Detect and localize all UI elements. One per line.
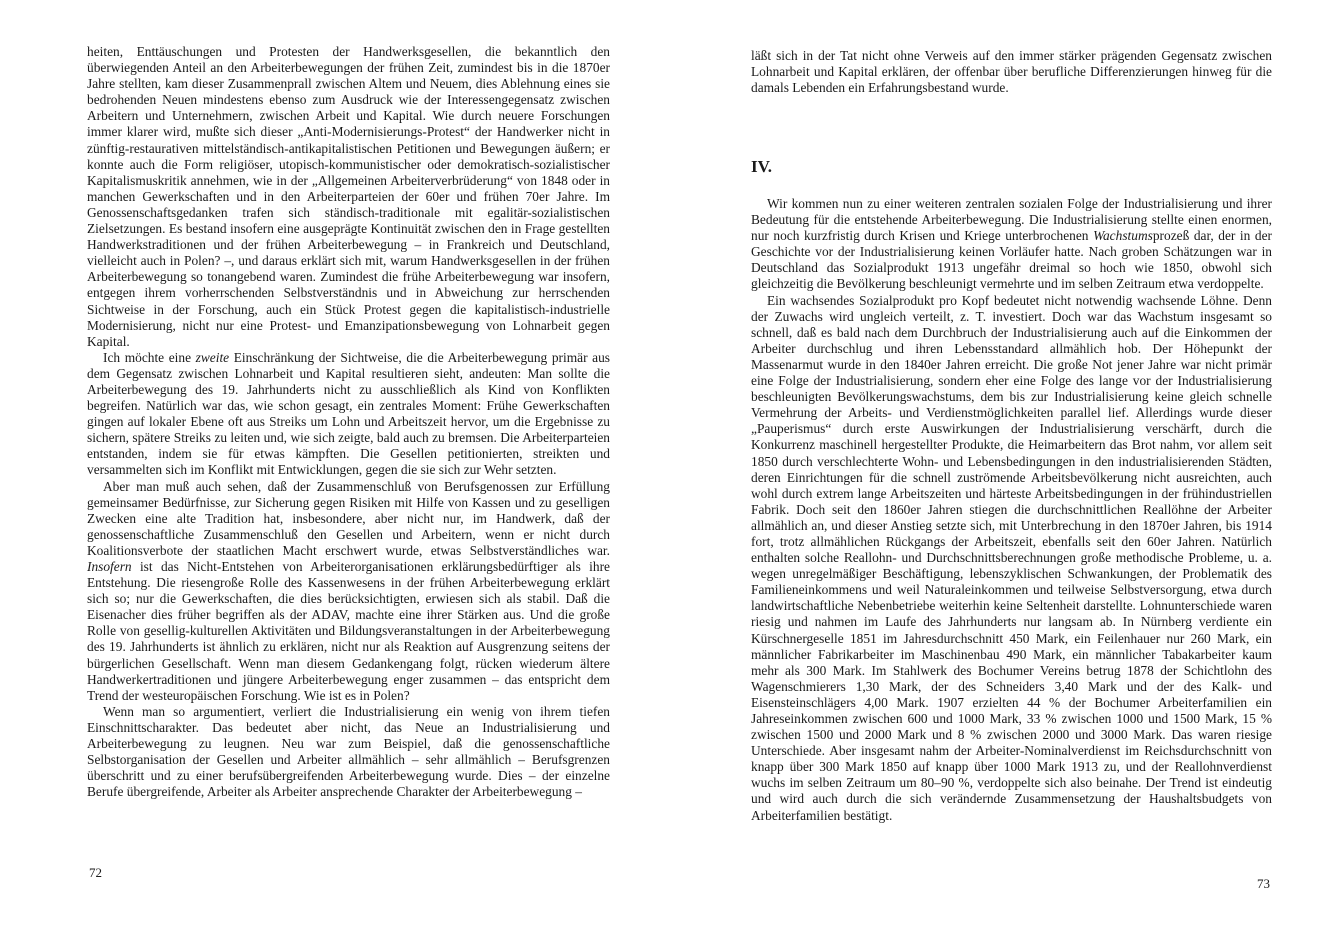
left-page bbox=[0, 0, 662, 930]
page-number-right: 73 bbox=[1257, 876, 1270, 891]
left-page-text bbox=[87, 44, 610, 800]
text-run: Aber man muß auch sehen, daß der Zusammenschluß von Berufsgenossen zur Erfüllung gemeinsamer Bedürfnisse, zur Sicherung gegen Risiken mit Hilfe von Kassen und zu geselligen Zwecken eine alte Tradition hat, insbesondere, aber nicht nur, im Handwerk, daß der genossenschaftliche Zusammenschluß den Gesellen und Arbeitern, wenn er nicht durch Koalitionsverbote der staatlichen Macht erschwert wurde, etwas Selbstverständliches war. bbox=[87, 478, 610, 558]
right-page-main-text bbox=[751, 196, 1272, 824]
left-paragraph-2 bbox=[87, 350, 610, 479]
page-number-left: 72 bbox=[89, 865, 102, 880]
left-paragraph-3 bbox=[87, 479, 610, 704]
left-paragraph-4: Wenn man so argumentiert, verliert die Industrialisierung ein wenig von ihrem tiefen Einschnittscharakter. Das bedeutet aber nicht, das Neue an Industrialisierung und Arbeiterbewegung zu leugnen. Neu war zum Beispiel, daß die genossenschaftliche Selbstorganisation der Gesellen und Arbeiter allmählich – sehr allmählich – Berufsgrenzen überschritt und zu einer berufsübergreifenden Arbeiterbewegung wurde. Dies – der einzelne Berufe übergreifende, Arbeiter als Arbeiter ansprechende Charakter der Arbeiterbewegung – bbox=[87, 703, 610, 800]
text-run: prozeß dar, der in der Geschichte vor der Industrialisierung keinen Vorläufer hatte. Nach groben Schätzungen war in Deutschland das Sozialprodukt 1913 ungefähr dreimal so hoch wie 1850, obwohl sich gleichzeitig die Bevölkerung beschleunigt vermehrte und im selben Zeitraum etwa verdoppelte. bbox=[751, 228, 1272, 292]
emphasis-word: zweite bbox=[195, 349, 230, 365]
right-page bbox=[662, 0, 1325, 930]
text-run: Wir kommen nun zu einer weiteren zentralen sozialen Folge der Industrialisierung und ihrer Bedeutung für die entstehende Arbeiterbewegung. Die Industrialisierung stellte einen enormen, nur noch kurzfristig durch Krisen und Kriege unterbrochenen bbox=[751, 196, 1272, 244]
text-run: ist das Nicht-Entstehen von Arbeiterorganisationen erklärungsbedürftiger als ihre Entstehung. Die riesengroße Rolle des Kassenwesens in der frühen Arbeiterbewegung erklärt sich so; nur die Gewerkschaften, die dies berücksichtigten, erwiesen sich als stabil. Daß die Eisenacher dies früher begriffen als der ADAV, machte eine ihrer Stärken aus. Und die große Rolle von gesellig-kulturellen Aktivitäten und Bildungsveranstaltungen in der Arbeiterbewegung des 19. Jahrhunderts ist ähnlich zu erklären, nicht nur als Reaktion auf Ausgrenzung seitens der bürgerlichen Gesellschaft. Wenn man diesem Gedankengang folgt, rücken wiederum ältere Handwerkertraditionen und jüngere Arbeiterbewegung enger zusammen – das entspricht dem Trend der westeuropäischen Forschung. Wie ist es in Polen? bbox=[87, 559, 610, 703]
left-paragraph-1: heiten, Enttäuschungen und Protesten der Handwerksgesellen, die bekanntlich den überwiegenden Anteil an den Arbeiterbewegungen der frühen Zeit, zumindest bis in die 1870er Jahre stellten, kam dieser Zusammenprall zwischen Altem und Neuem, dies Ablehnung eines sie bedrohenden Neuen mindestens ebenso zum Ausdruck wie der Interessengegensatz zwischen Arbeitern und Unternehmern, zwischen Arbeit und Kapital. Wie durch neuere Forschungen immer klarer wird, mußte sich dieser „Anti-Modernisierungs-Protest“ der Handwerker nicht in zünftig-restaurativen mittelständisch-antikapitalistischen Petitionen und Bewegungen äußern; er konnte auch die Form religiöser, utopisch-kommunistischer oder demokratisch-sozialistischer Kapitalismuskritik annehmen, wie in der „Allgemeinen Arbeiterverbrüderung“ von 1848 oder in manchen Gewerkschaften und in den Arbeiterparteien der 60er und frühen 70er Jahre. Im Genossenschaftsgedanken trafen sich ständisch-traditionale mit egalitär-sozialistischen Zielsetzungen. Es bestand insofern eine ausgeprägte Kontinuität zwischen den in Frage gestellten Handwerkstraditionen und der frühen Arbeiterbewegung – in Frankreich und Deutschland, vielleicht auch in Polen? –, und daraus erklärt sich mit, warum Handwerksgesellen in der frühen Arbeiterbewegung so tonangebend waren. Zumindest die frühe Arbeiterbewegung war insofern, entgegen ihrem vorherrschenden Selbstverständnis und in Abweichung zur herrschenden Sichtweise in der Forschung, auch ein Stück Protest gegen die kapitalistisch-industrielle Modernisierung, nicht nur eine Protest- und Emanzipationsbewegung von Lohnarbeit gegen Kapital. bbox=[87, 44, 610, 349]
text-run: Einschränkung der Sichtweise, die die Arbeiterbewegung primär aus dem Gegensatz zwischen Lohnarbeit und Kapital resultieren sieht, andeuten: Man sollte die Arbeiterbewegung des 19. Jahrhunderts nicht zu ausschließlich als Kind von Konflikten begreifen. Natürlich war das, wie schon gesagt, ein zentrales Moment: Frühe Gewerkschaften gingen auf lokaler Ebene oft aus Streiks um Lohn und Arbeitszeit hervor, um die Ergebnisse zu sichern, spätere Streiks zu leiten und, wie sich zeigte, bald auch zu bremsen. Die Arbeiterparteien entstanden, indem sie für etwas kämpften. Die Gesellen petitionierten, streikten und versammelten sich im Konflikt mit Entwicklungen, gegen die sie sich zur Wehr setzten. bbox=[87, 349, 610, 478]
right-page-top-text bbox=[751, 48, 1272, 96]
text-run: Ich möchte eine bbox=[103, 349, 196, 365]
right-top-paragraph: läßt sich in der Tat nicht ohne Verweis auf den immer stärker prägenden Gegensatz zwischen Lohnarbeit und Kapital erklären, der offenbar über berufliche Differenzierungen hinweg für die damals Lebenden ein Erfahrungsbestand wurde. bbox=[751, 48, 1272, 96]
section-heading: IV. bbox=[751, 157, 772, 176]
emphasis-word: Wachstums bbox=[1093, 228, 1153, 244]
right-paragraph-2: Ein wachsendes Sozialprodukt pro Kopf bedeutet nicht notwendig wachsende Löhne. Denn der Zuwachs wird ungleich verteilt, z. T. investiert. Doch war das Wachstum insgesamt so schnell, daß es bald nach dem Durchbruch der Industrialisierung auch auf die Einkommen der Arbeiter durchschlug und ihren Lebensstandard allmählich hob. Der Höhepunkt der Massenarmut wurde in den 1840er Jahren erreicht. Die große Not jener Jahre war nicht primär eine Folge der Industrialisierung, sondern eher eine Folge des lange vor der Industrialisierung beschleunigten Bevölkerungswachstums, dem bis zur Industrialisierung keine gleich schnelle Vermehrung der Arbeits- und Verdienstmöglichkeiten parallel lief. Allerdings wurde dieser „Pauperismus“ durch erste Auswirkungen der Industrialisierung verschärft, durch die Konkurrenz maschinell hergestellter Produkte, die Heimarbeitern das Brot nahm, vor allem seit 1850 durch verschlechterte Wohn- und Lebensbedingungen in den industrialisierenden Städten, deren Einrichtungen für die schnell zuströmende Arbeitsbevölkerung nicht ausreichten, auch wohl durch extrem lange Arbeitszeiten und härteste Arbeitsbedingungen in der frühindustriellen Fabrik. Doch seit den 1860er Jahren stiegen die durchschnittlichen Reallöhne der Arbeiter allmählich an, und dieser Anstieg setzte sich, mit Unterbrechung in den 1870er Jahren, bis 1914 fort, trotz allmählichen Rückgangs der Arbeitszeit, ebenfalls seit den 60er Jahren. Natürlich enthalten solche Reallohn- und Durchschnittsberechnungen große methodische Probleme, u. a. wegen unregelmäßiger Beschäftigung, lebenszyklischen Schwankungen, der Problematik des Familieneinkommens und weil Naturaleinkommen und teilweise Selbstversorgung, etwa durch landwirtschaftliche Nebenbetriebe weiterhin keine Seltenheit darstellte. Lohnunterschiede waren riesig und nahmen im Laufe des Jahrhunderts nur langsam ab. In Nürnberg verdiente ein Kürschnergeselle 1851 im Jahresdurchschnitt 450 Mark, ein Feilenhauer nur 260 Mark, ein männlicher Fabrikarbeiter im Maschinenbau 490 Mark, ein männlicher Tabakarbeiter kaum mehr als 300 Mark. Im Stahlwerk des Bochumer Vereins betrug 1878 der Schichtlohn des Wagenschmierers 1,30 Mark, der des Schneiders 3,40 Mark und der des Kalk- und Eisensteinschlägers 4,00 Mark. 1907 erzielten 44 % der Bochumer Arbeiterfamilien ein Jahreseinkommen zwischen 600 und 1000 Mark, 33 % zwischen 1000 und 1500 Mark, 15 % zwischen 1500 und 2000 Mark und 8 % zwischen 2000 und 3000 Mark. Das waren riesige Unterschiede. Aber insgesamt nahm der Arbeiter-Nominalverdienst im Reichsdurchschnitt von knapp über 300 Mark 1850 auf knapp über 1000 Mark 1913 zu, und der Reallohnverdienst wuchs im selben Zeitraum um 80–90 %, verdoppelte sich also beinahe. Der Trend ist eindeutig und wird auch durch die sich verändernde Zusammensetzung der Haushaltsbudgets von Arbeiterfamilien bestätigt. bbox=[751, 292, 1272, 823]
emphasis-word: Insofern bbox=[87, 559, 132, 574]
right-paragraph-1 bbox=[751, 196, 1272, 293]
